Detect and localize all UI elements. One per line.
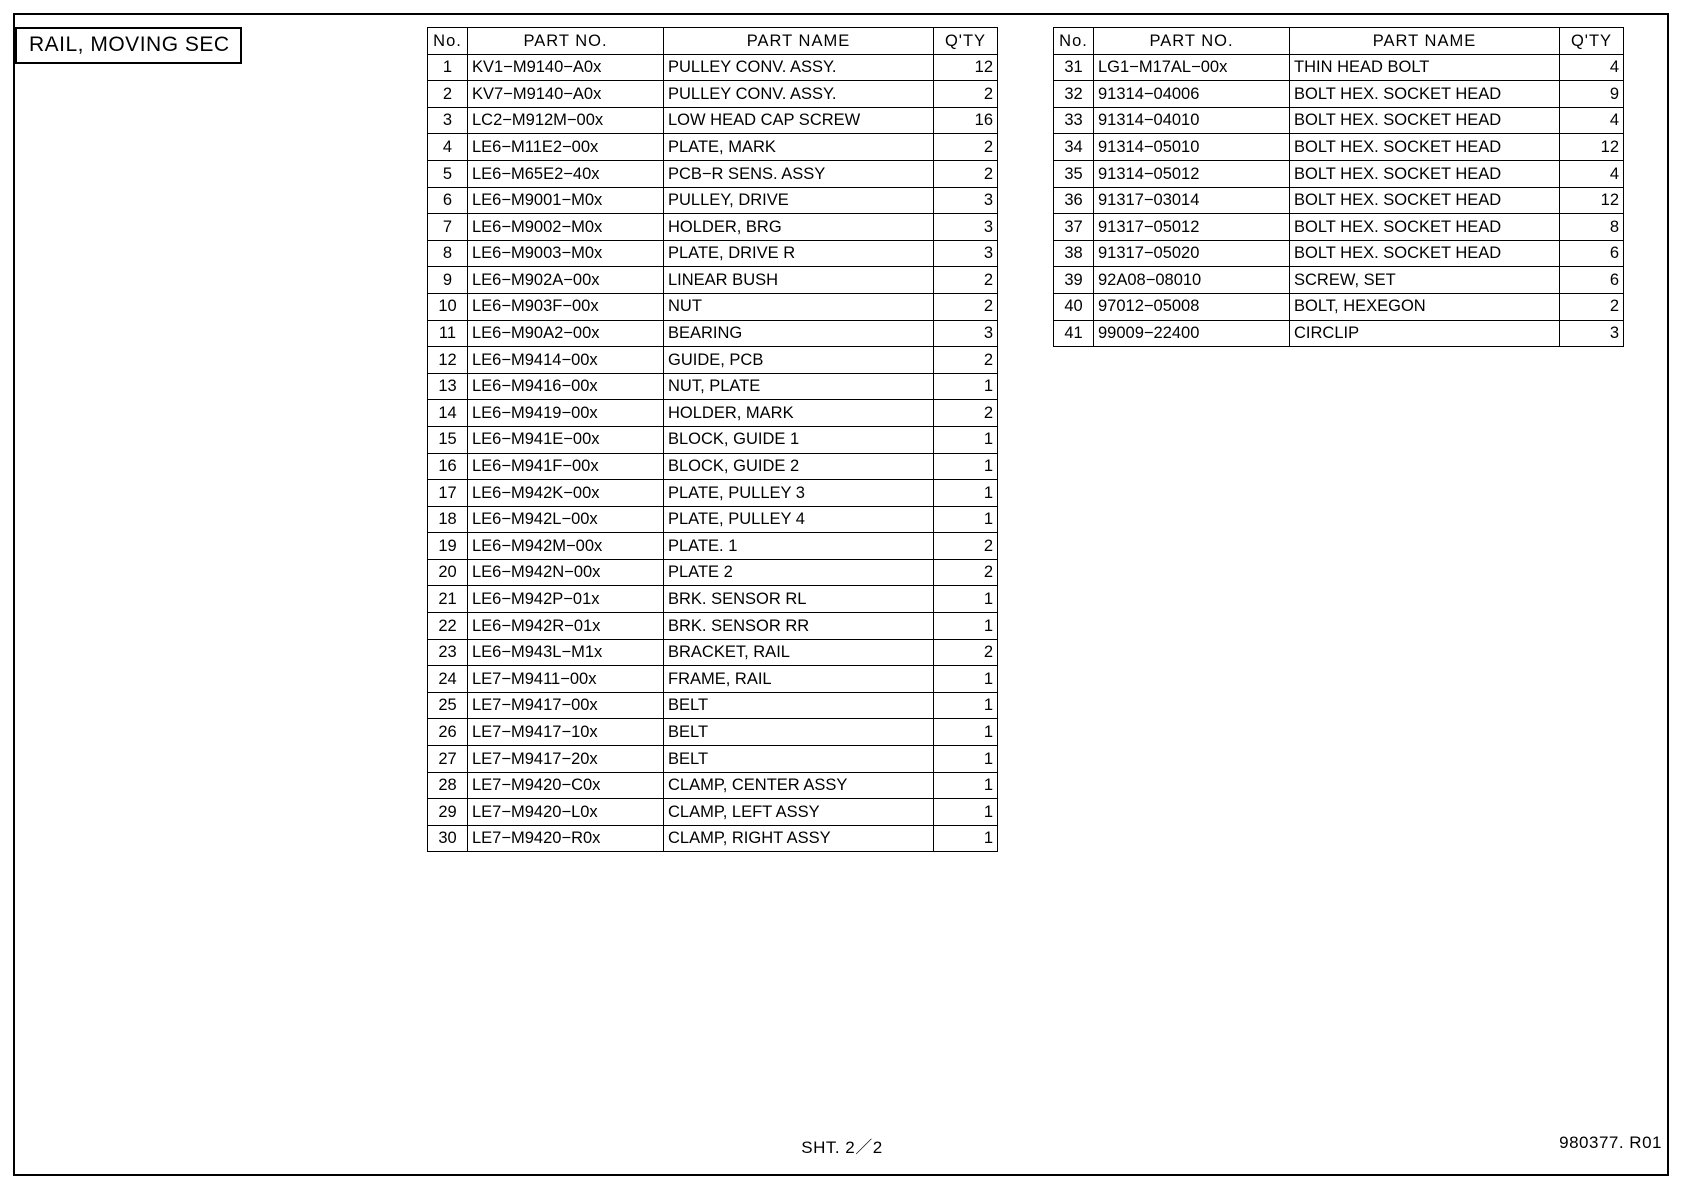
table-row (428, 666, 998, 693)
part-name: PULLEY CONV. ASSY. (664, 81, 934, 108)
part-quantity: 1 (934, 586, 998, 613)
part-no-index: 3 (428, 107, 468, 134)
table-row (428, 639, 998, 666)
table-row (428, 453, 998, 480)
part-no-index: 40 (1054, 293, 1094, 320)
part-name: BELT (664, 746, 934, 773)
part-quantity: 2 (1560, 293, 1624, 320)
table-row (1054, 134, 1624, 161)
parts-table-left (427, 27, 998, 852)
table-row (428, 799, 998, 826)
part-quantity: 1 (934, 772, 998, 799)
part-no-index: 20 (428, 559, 468, 586)
part-name: PULLEY, DRIVE (664, 187, 934, 214)
table-row (428, 719, 998, 746)
part-quantity: 2 (934, 347, 998, 374)
part-number: LE6−M90A2−00x (468, 320, 664, 347)
part-number: LE7−M9411−00x (468, 666, 664, 693)
part-quantity: 2 (934, 400, 998, 427)
table-row (1054, 293, 1624, 320)
part-quantity: 3 (1560, 320, 1624, 347)
table-row (428, 825, 998, 852)
table-row (428, 187, 998, 214)
part-number: 99009−22400 (1094, 320, 1290, 347)
part-number: LE7−M9420−C0x (468, 772, 664, 799)
table-row (428, 347, 998, 374)
part-name: LINEAR BUSH (664, 267, 934, 294)
part-quantity: 2 (934, 267, 998, 294)
part-number: KV1−M9140−A0x (468, 54, 664, 81)
table-row (428, 400, 998, 427)
part-name: BOLT HEX. SOCKET HEAD (1290, 214, 1560, 241)
part-no-index: 18 (428, 506, 468, 533)
table-header-row (1054, 28, 1624, 55)
part-no-index: 32 (1054, 81, 1094, 108)
table-row (428, 267, 998, 294)
part-number: LE6−M941E−00x (468, 426, 664, 453)
part-name: FRAME, RAIL (664, 666, 934, 693)
table-row (428, 613, 998, 640)
part-number: 91314−05010 (1094, 134, 1290, 161)
part-number: LG1−M17AL−00x (1094, 54, 1290, 81)
table-row (428, 480, 998, 507)
part-no-index: 24 (428, 666, 468, 693)
table-row (1054, 240, 1624, 267)
part-quantity: 3 (934, 240, 998, 267)
table-row (1054, 107, 1624, 134)
table-row (1054, 81, 1624, 108)
part-no-index: 7 (428, 214, 468, 241)
part-quantity: 3 (934, 214, 998, 241)
part-no-index: 30 (428, 825, 468, 852)
part-quantity: 3 (934, 320, 998, 347)
part-name: CLAMP, RIGHT ASSY (664, 825, 934, 852)
part-name: PLATE, DRIVE R (664, 240, 934, 267)
part-number: LE6−M9416−00x (468, 373, 664, 400)
part-number: LE6−M9001−M0x (468, 187, 664, 214)
part-name: BOLT HEX. SOCKET HEAD (1290, 81, 1560, 108)
part-no-index: 29 (428, 799, 468, 826)
part-name: CLAMP, LEFT ASSY (664, 799, 934, 826)
part-no-index: 4 (428, 134, 468, 161)
part-name: LOW HEAD CAP SCREW (664, 107, 934, 134)
table-row (428, 772, 998, 799)
part-no-index: 39 (1054, 267, 1094, 294)
part-name: PLATE, PULLEY 3 (664, 480, 934, 507)
column-header-part-name: PART NAME (664, 28, 934, 55)
part-number: LE6−M942L−00x (468, 506, 664, 533)
part-quantity: 2 (934, 160, 998, 187)
table-row (428, 559, 998, 586)
part-number: LE6−M942R−01x (468, 613, 664, 640)
part-quantity: 1 (934, 666, 998, 693)
table-row (1054, 160, 1624, 187)
part-number: LE6−M943L−M1x (468, 639, 664, 666)
part-name: BRACKET, RAIL (664, 639, 934, 666)
part-no-index: 8 (428, 240, 468, 267)
part-no-index: 41 (1054, 320, 1094, 347)
table-row (428, 134, 998, 161)
table-row (1054, 214, 1624, 241)
part-no-index: 38 (1054, 240, 1094, 267)
part-name: HOLDER, MARK (664, 400, 934, 427)
part-no-index: 34 (1054, 134, 1094, 161)
part-no-index: 13 (428, 373, 468, 400)
part-quantity: 1 (934, 426, 998, 453)
title-block-label: RAIL, MOVING SEC (29, 33, 230, 56)
part-number: LE6−M903F−00x (468, 293, 664, 320)
table-row (428, 54, 998, 81)
part-quantity: 6 (1560, 267, 1624, 294)
part-name: HOLDER, BRG (664, 214, 934, 241)
part-quantity: 2 (934, 293, 998, 320)
part-number: LE6−M941F−00x (468, 453, 664, 480)
part-quantity: 16 (934, 107, 998, 134)
part-name: BRK. SENSOR RL (664, 586, 934, 613)
part-name: BLOCK, GUIDE 2 (664, 453, 934, 480)
part-name: BELT (664, 719, 934, 746)
table-row (1054, 320, 1624, 347)
part-no-index: 21 (428, 586, 468, 613)
part-number: 91317−05020 (1094, 240, 1290, 267)
part-quantity: 2 (934, 559, 998, 586)
part-no-index: 37 (1054, 214, 1094, 241)
table-row (1054, 54, 1624, 81)
part-quantity: 6 (1560, 240, 1624, 267)
part-name: GUIDE, PCB (664, 347, 934, 374)
part-number: 91314−04010 (1094, 107, 1290, 134)
part-no-index: 11 (428, 320, 468, 347)
part-number: LE7−M9417−20x (468, 746, 664, 773)
part-name: BEARING (664, 320, 934, 347)
part-quantity: 4 (1560, 54, 1624, 81)
part-name: BRK. SENSOR RR (664, 613, 934, 640)
part-quantity: 1 (934, 719, 998, 746)
table-row (1054, 187, 1624, 214)
part-number: LE6−M942P−01x (468, 586, 664, 613)
part-name: BOLT HEX. SOCKET HEAD (1290, 160, 1560, 187)
part-no-index: 10 (428, 293, 468, 320)
part-number: LE6−M9414−00x (468, 347, 664, 374)
part-number: LC2−M912M−00x (468, 107, 664, 134)
part-number: LE7−M9420−R0x (468, 825, 664, 852)
part-no-index: 15 (428, 426, 468, 453)
part-number: LE7−M9417−10x (468, 719, 664, 746)
part-quantity: 1 (934, 506, 998, 533)
table-row (428, 320, 998, 347)
part-number: LE6−M9003−M0x (468, 240, 664, 267)
part-quantity: 1 (934, 799, 998, 826)
part-no-index: 25 (428, 692, 468, 719)
part-number: 92A08−08010 (1094, 267, 1290, 294)
part-name: NUT (664, 293, 934, 320)
part-quantity: 1 (934, 613, 998, 640)
table-row (428, 81, 998, 108)
part-quantity: 4 (1560, 160, 1624, 187)
part-quantity: 1 (934, 480, 998, 507)
part-no-index: 26 (428, 719, 468, 746)
part-no-index: 14 (428, 400, 468, 427)
part-name: BLOCK, GUIDE 1 (664, 426, 934, 453)
table-row (428, 373, 998, 400)
part-name: BELT (664, 692, 934, 719)
part-no-index: 28 (428, 772, 468, 799)
part-name: CLAMP, CENTER ASSY (664, 772, 934, 799)
part-quantity: 3 (934, 187, 998, 214)
part-quantity: 1 (934, 453, 998, 480)
part-number: KV7−M9140−A0x (468, 81, 664, 108)
part-number: LE6−M942M−00x (468, 533, 664, 560)
part-no-index: 9 (428, 267, 468, 294)
part-number: LE7−M9420−L0x (468, 799, 664, 826)
part-name: PLATE. 1 (664, 533, 934, 560)
part-no-index: 17 (428, 480, 468, 507)
table-row (428, 746, 998, 773)
column-header-part-no: PART NO. (468, 28, 664, 55)
table-row (428, 692, 998, 719)
part-number: LE7−M9417−00x (468, 692, 664, 719)
part-no-index: 36 (1054, 187, 1094, 214)
part-quantity: 4 (1560, 107, 1624, 134)
part-name: SCREW, SET (1290, 267, 1560, 294)
part-number: LE6−M942N−00x (468, 559, 664, 586)
part-no-index: 19 (428, 533, 468, 560)
table-row (428, 107, 998, 134)
part-no-index: 2 (428, 81, 468, 108)
part-no-index: 35 (1054, 160, 1094, 187)
part-name: NUT, PLATE (664, 373, 934, 400)
table-row (428, 586, 998, 613)
part-quantity: 2 (934, 533, 998, 560)
part-number: LE6−M11E2−00x (468, 134, 664, 161)
part-no-index: 22 (428, 613, 468, 640)
part-name: THIN HEAD BOLT (1290, 54, 1560, 81)
part-number: LE6−M942K−00x (468, 480, 664, 507)
part-name: PCB−R SENS. ASSY (664, 160, 934, 187)
part-no-index: 6 (428, 187, 468, 214)
column-header-no: No. (428, 28, 468, 55)
part-number: 91317−03014 (1094, 187, 1290, 214)
part-number: LE6−M9002−M0x (468, 214, 664, 241)
table-row (428, 293, 998, 320)
part-number: 91317−05012 (1094, 214, 1290, 241)
part-name: PULLEY CONV. ASSY. (664, 54, 934, 81)
column-header-qty: Q'TY (1560, 28, 1624, 55)
part-quantity: 1 (934, 825, 998, 852)
table-row (428, 506, 998, 533)
part-number: LE6−M9419−00x (468, 400, 664, 427)
part-quantity: 2 (934, 81, 998, 108)
parts-table-right (1053, 27, 1624, 347)
part-quantity: 1 (934, 692, 998, 719)
part-number: 91314−04006 (1094, 81, 1290, 108)
part-number: 91314−05012 (1094, 160, 1290, 187)
part-no-index: 1 (428, 54, 468, 81)
column-header-qty: Q'TY (934, 28, 998, 55)
column-header-part-name: PART NAME (1290, 28, 1560, 55)
document-number: 980377. R01 (1559, 1133, 1662, 1152)
part-no-index: 31 (1054, 54, 1094, 81)
table-row (1054, 267, 1624, 294)
part-number: LE6−M902A−00x (468, 267, 664, 294)
part-no-index: 33 (1054, 107, 1094, 134)
part-quantity: 1 (934, 746, 998, 773)
part-name: BOLT, HEXEGON (1290, 293, 1560, 320)
part-name: CIRCLIP (1290, 320, 1560, 347)
table-row (428, 160, 998, 187)
column-header-no: No. (1054, 28, 1094, 55)
part-name: BOLT HEX. SOCKET HEAD (1290, 134, 1560, 161)
table-row (428, 240, 998, 267)
part-quantity: 12 (1560, 187, 1624, 214)
column-header-part-no: PART NO. (1094, 28, 1290, 55)
table-header-row (428, 28, 998, 55)
part-name: BOLT HEX. SOCKET HEAD (1290, 187, 1560, 214)
part-no-index: 5 (428, 160, 468, 187)
part-name: PLATE, MARK (664, 134, 934, 161)
part-no-index: 16 (428, 453, 468, 480)
part-number: 97012−05008 (1094, 293, 1290, 320)
part-quantity: 1 (934, 373, 998, 400)
part-name: BOLT HEX. SOCKET HEAD (1290, 240, 1560, 267)
part-quantity: 9 (1560, 81, 1624, 108)
part-name: PLATE 2 (664, 559, 934, 586)
table-row (428, 426, 998, 453)
part-quantity: 12 (934, 54, 998, 81)
part-quantity: 8 (1560, 214, 1624, 241)
part-no-index: 27 (428, 746, 468, 773)
part-no-index: 12 (428, 347, 468, 374)
table-row (428, 533, 998, 560)
part-quantity: 2 (934, 639, 998, 666)
sheet-label: SHT. 2／2 (801, 1138, 883, 1157)
part-quantity: 2 (934, 134, 998, 161)
part-name: BOLT HEX. SOCKET HEAD (1290, 107, 1560, 134)
part-name: PLATE, PULLEY 4 (664, 506, 934, 533)
part-no-index: 23 (428, 639, 468, 666)
title-block (15, 27, 242, 64)
table-row (428, 214, 998, 241)
part-quantity: 12 (1560, 134, 1624, 161)
part-number: LE6−M65E2−40x (468, 160, 664, 187)
